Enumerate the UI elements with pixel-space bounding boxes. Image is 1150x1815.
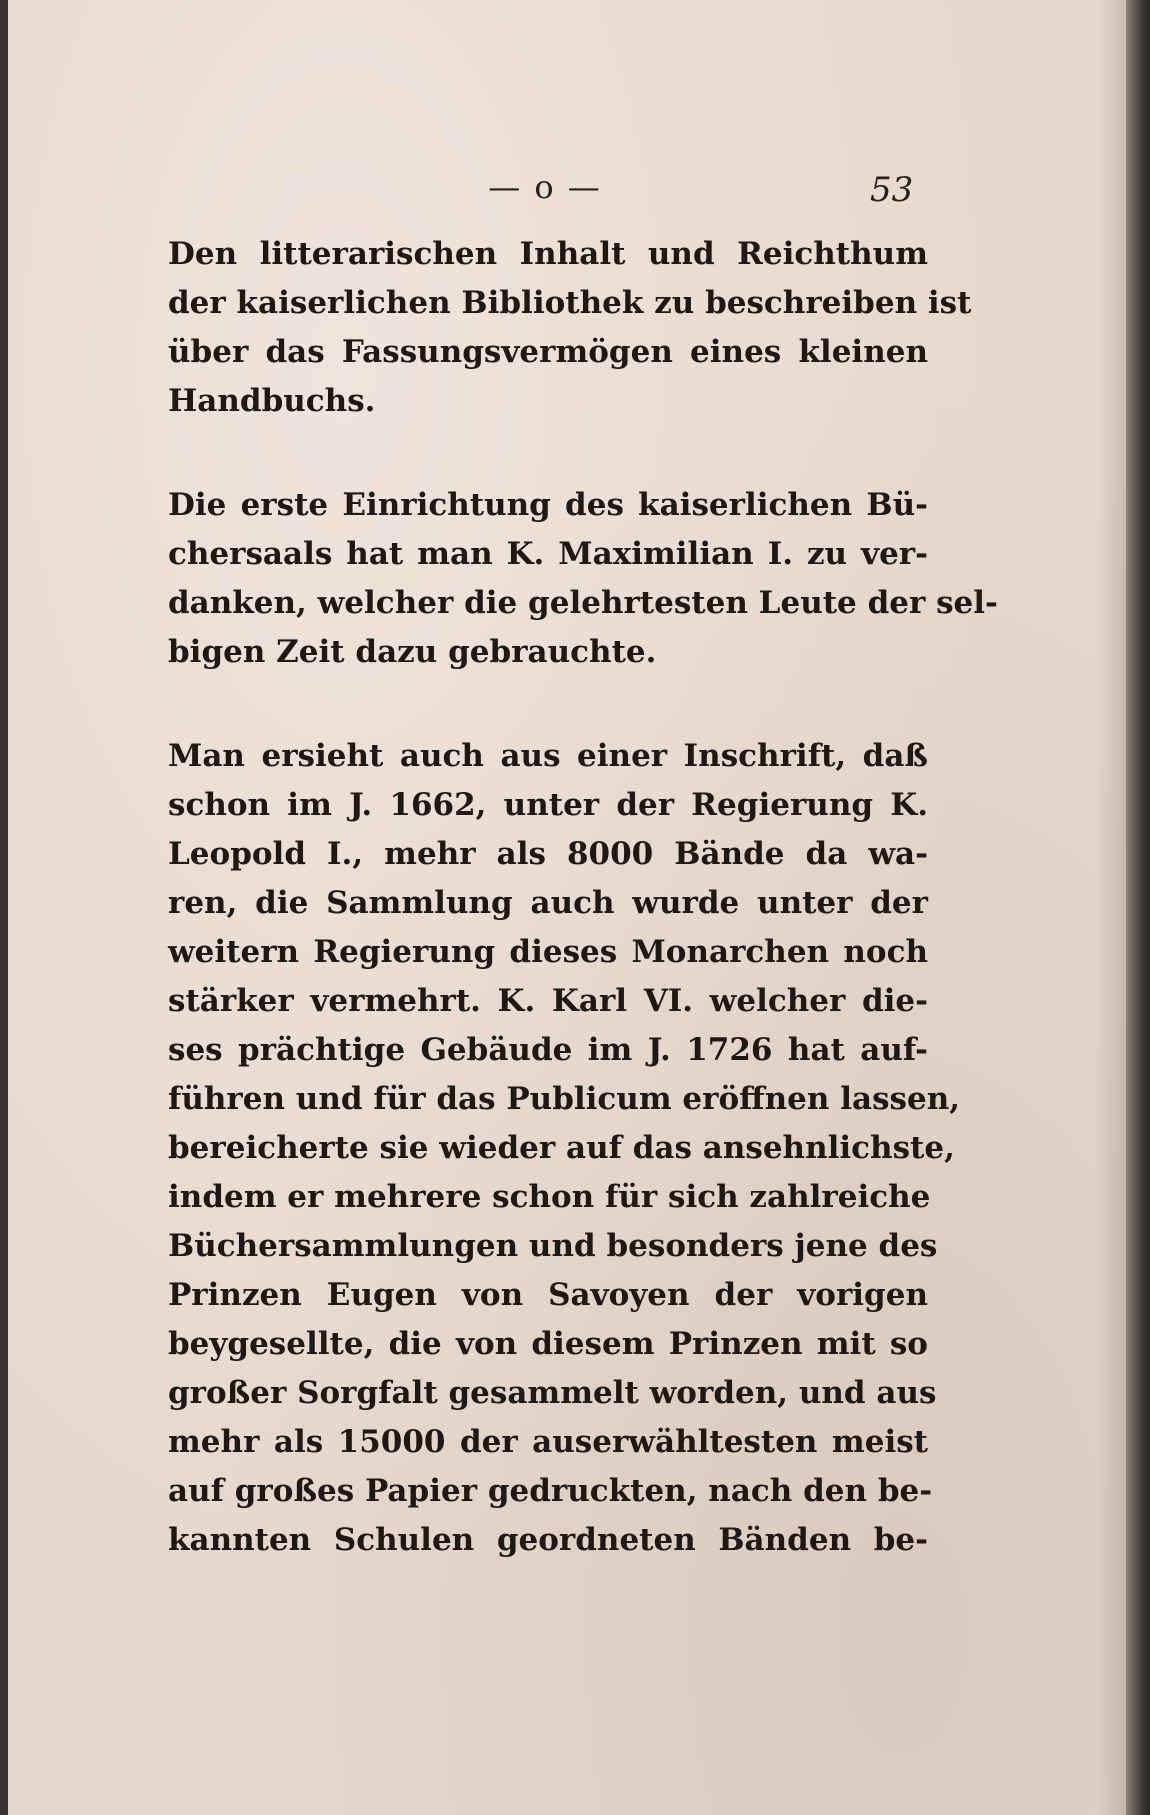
body-text — [168, 230, 998, 1565]
text-line: Prinzen Eugen von Savoyen der vorigen — [168, 1277, 928, 1313]
text-line: stärker vermehrt. K. Karl VI. welcher die- — [168, 983, 928, 1019]
book-gutter-left — [0, 0, 8, 1815]
text-line: Man ersieht auch aus einer Inschrift, daß — [168, 738, 928, 774]
paragraph-3 — [168, 732, 961, 1565]
text-line: Die erste Einrichtung des kaiserlichen Bü- — [168, 487, 928, 523]
text-line: ren, die Sammlung auch wurde unter der — [168, 885, 928, 921]
text-line: chersaals hat man K. Maximilian I. zu ver- — [168, 536, 928, 572]
text-line: führen und für das Publicum eröffnen lassen, — [168, 1081, 961, 1117]
text-line: der kaiserlichen Bibliothek zu beschreiben ist — [168, 285, 972, 321]
book-edge-right — [1126, 0, 1150, 1815]
text-line: ses prächtige Gebäude im J. 1726 hat auf- — [168, 1032, 928, 1068]
page-shadow — [1096, 0, 1126, 1815]
text-line: Büchersammlungen und besonders jene des — [168, 1228, 938, 1264]
text-line: bigen Zeit dazu gebrauchte. — [168, 634, 657, 670]
text-line: schon im J. 1662, unter der Regierung K. — [168, 787, 928, 823]
page-number: 53 — [870, 170, 914, 210]
text-line: Leopold I., mehr als 8000 Bände da wa- — [168, 836, 928, 872]
text-line: auf großes Papier gedruckten, nach den be- — [168, 1473, 933, 1509]
text-line: indem er mehrere schon für sich zahlreiche — [168, 1179, 931, 1215]
paragraph-2 — [168, 481, 998, 677]
text-line: Den litterarischen Inhalt und Reichthum — [168, 236, 928, 272]
text-line: über das Fassungsvermögen eines kleinen — [168, 334, 928, 370]
text-line: weitern Regierung dieses Monarchen noch — [168, 934, 928, 970]
text-line: Handbuchs. — [168, 383, 376, 419]
text-line: kannten Schulen geordneten Bänden be- — [168, 1522, 928, 1558]
text-line: mehr als 15000 der auserwähltesten meist — [168, 1424, 928, 1460]
paragraph-1 — [168, 230, 972, 426]
running-head — [0, 168, 1150, 218]
text-line: bereicherte sie wieder auf das ansehnlichste, — [168, 1130, 955, 1166]
text-line: danken, welcher die gelehrtesten Leute der sel- — [168, 585, 998, 621]
head-ornament: — o — — [488, 168, 602, 206]
text-line: beygesellte, die von diesem Prinzen mit so — [168, 1326, 928, 1362]
text-line: großer Sorgfalt gesammelt worden, und aus — [168, 1375, 937, 1411]
